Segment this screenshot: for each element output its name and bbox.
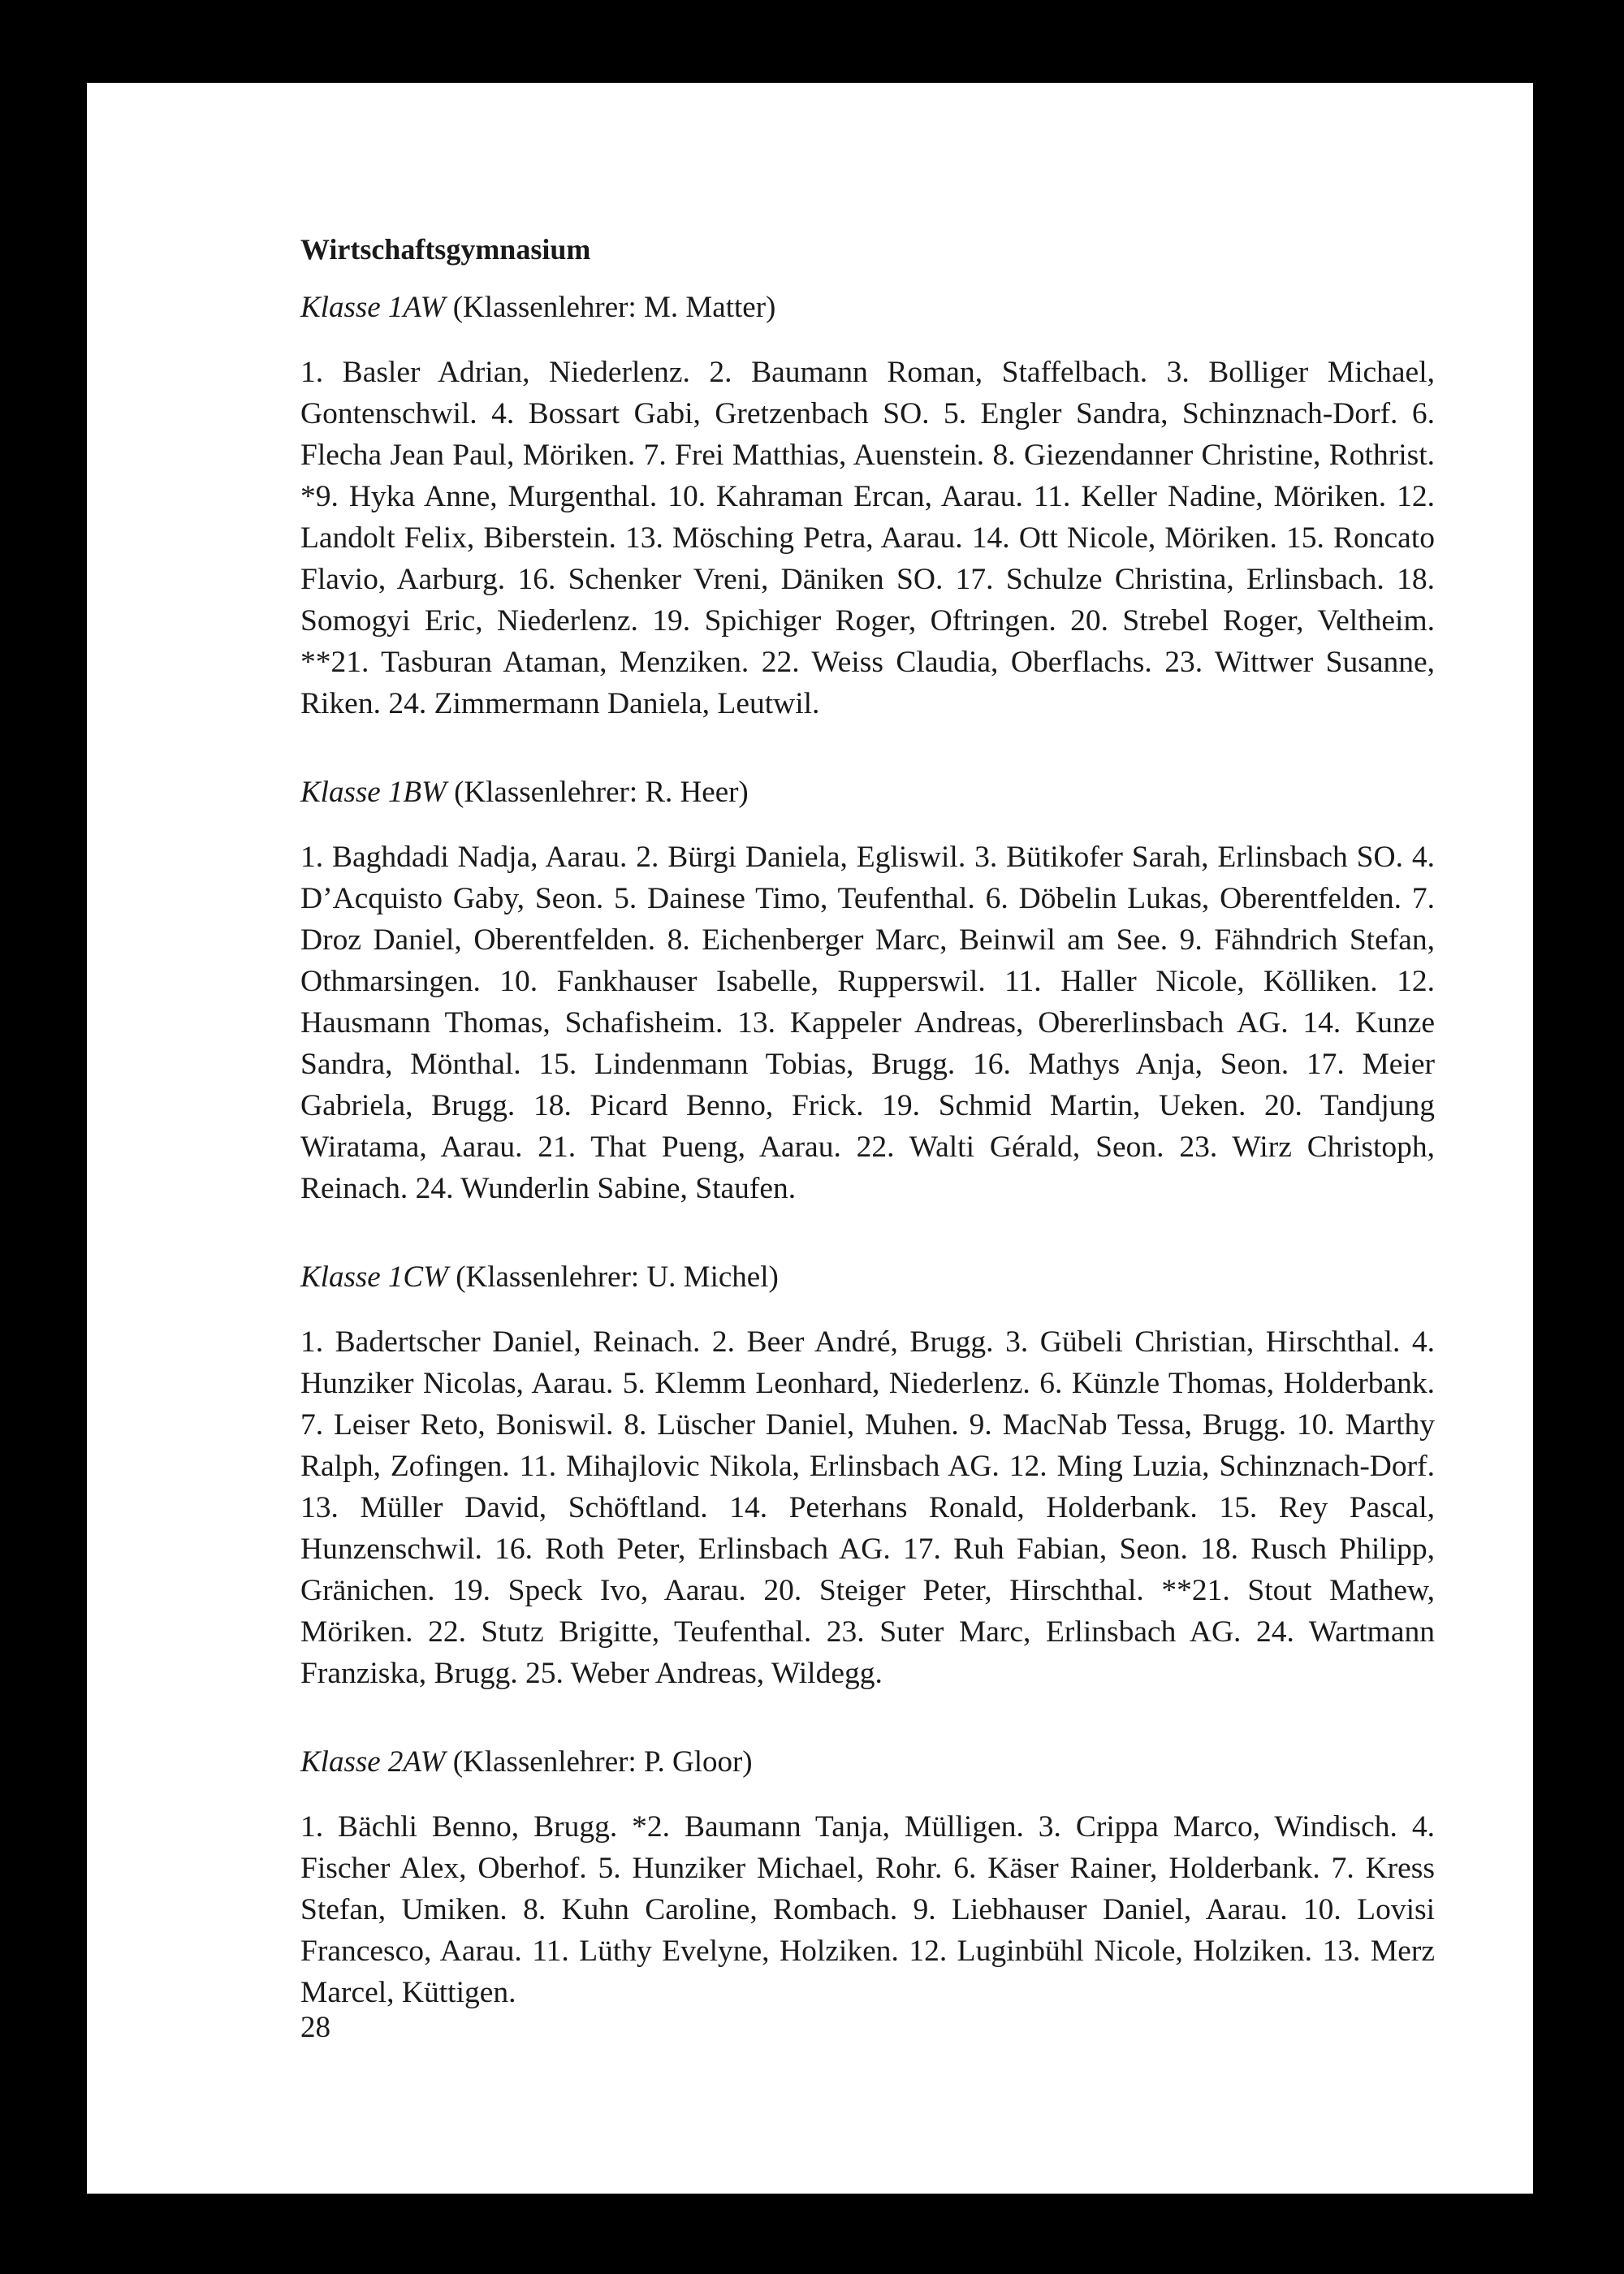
- class-heading-1aw: [300, 288, 1435, 327]
- class-name: Klasse 2AW: [300, 1745, 446, 1779]
- class-heading-1bw: [300, 773, 1435, 812]
- document-page: [300, 230, 1435, 2013]
- class-heading-2aw: [300, 1743, 1435, 1782]
- class-heading-1cw: [300, 1258, 1435, 1297]
- class-name: Klasse 1BW: [300, 776, 447, 809]
- page-number: 28: [300, 2011, 330, 2044]
- class-teacher: (Klassenlehrer: R. Heer): [446, 776, 749, 809]
- class-teacher: (Klassenlehrer: M. Matter): [445, 291, 776, 324]
- class-teacher: (Klassenlehrer: U. Michel): [447, 1260, 779, 1294]
- class-roster-1cw: 1. Badertscher Daniel, Reinach. 2. Beer André, Brugg. 3. Gübeli Christian, Hirschthal. 4. Hunziker Nicolas, Aarau. 5. Klemm Leonhard, Niederlenz. 6. Künzle Thomas, Holderbank. 7. Leiser Reto, Boniswil. 8. Lüscher Daniel, Muhen. 9. MacNab Tessa, Brugg. 10. Marthy Ralph, Zofingen. 11. Mihajlovic Nikola, Erlinsbach AG. 12. Ming Luzia, Schinznach-Dorf. 13. Müller David, Schöftland. 14. Peterhans Ronald, Holderbank. 15. Rey Pascal, Hunzenschwil. 16. Roth Peter, Erlinsbach AG. 17. Ruh Fabian, Seon. 18. Rusch Philipp, Gränichen. 19. Speck Ivo, Aarau. 20. Steiger Peter, Hirschthal. **21. Stout Mathew, Möriken. 22. Stutz Brigitte, Teufenthal. 23. Suter Marc, Erlinsbach AG. 24. Wartmann Franziska, Brugg. 25. Weber Andreas, Wildegg.: [300, 1325, 1435, 1690]
- class-roster-2aw: 1. Bächli Benno, Brugg. *2. Baumann Tanja, Mülligen. 3. Crippa Marco, Windisch. 4. Fischer Alex, Oberhof. 5. Hunziker Michael, Rohr. 6. Käser Rainer, Holderbank. 7. Kress Stefan, Umiken. 8. Kuhn Caroline, Rombach. 9. Liebhauser Daniel, Aarau. 10. Lovisi Francesco, Aarau. 11. Lüthy Evelyne, Holziken. 12. Luginbühl Nicole, Holziken. 13. Merz Marcel, Küttigen.: [300, 1810, 1435, 2009]
- class-name: Klasse 1CW: [300, 1260, 448, 1294]
- class-name: Klasse 1AW: [300, 291, 446, 324]
- section-title: Wirtschaftsgymnasium: [300, 233, 591, 266]
- class-roster-1aw: 1. Basler Adrian, Niederlenz. 2. Baumann Roman, Staffelbach. 3. Bolliger Michael, Gontenschwil. 4. Bossart Gabi, Gretzenbach SO. 5. Engler Sandra, Schinznach-Dorf. 6. Flecha Jean Paul, Möriken. 7. Frei Matthias, Auenstein. 8. Giezendanner Christine, Rothrist. *9. Hyka Anne, Murgenthal. 10. Kahraman Ercan, Aarau. 11. Keller Nadine, Möriken. 12. Landolt Felix, Biberstein. 13. Mösching Petra, Aarau. 14. Ott Nicole, Möriken. 15. Roncato Flavio, Aarburg. 16. Schenker Vreni, Däniken SO. 17. Schulze Christina, Erlinsbach. 18. Somogyi Eric, Niederlenz. 19. Spichiger Roger, Oftringen. 20. Strebel Roger, Veltheim. **21. Tasburan Ataman, Menziken. 22. Weiss Claudia, Oberflachs. 23. Wittwer Susanne, Riken. 24. Zimmermann Daniela, Leutwil.: [300, 356, 1435, 720]
- class-roster-1bw: 1. Baghdadi Nadja, Aarau. 2. Bürgi Daniela, Egliswil. 3. Bütikofer Sarah, Erlinsbach SO. 4. D’Acquisto Gaby, Seon. 5. Dainese Timo, Teufenthal. 6. Döbelin Lukas, Oberentfelden. 7. Droz Daniel, Oberentfelden. 8. Eichenberger Marc, Beinwil am See. 9. Fähndrich Stefan, Othmarsingen. 10. Fankhauser Isabelle, Rupperswil. 11. Haller Nicole, Kölliken. 12. Hausmann Thomas, Schafisheim. 13. Kappeler Andreas, Obererlinsbach AG. 14. Kunze Sandra, Mönthal. 15. Lindenmann Tobias, Brugg. 16. Mathys Anja, Seon. 17. Meier Gabriela, Brugg. 18. Picard Benno, Frick. 19. Schmid Martin, Ueken. 20. Tandjung Wiratama, Aarau. 21. That Pueng, Aarau. 22. Walti Gérald, Seon. 23. Wirz Christoph, Reinach. 24. Wunderlin Sabine, Staufen.: [300, 841, 1435, 1205]
- class-teacher: (Klassenlehrer: P. Gloor): [445, 1745, 753, 1779]
